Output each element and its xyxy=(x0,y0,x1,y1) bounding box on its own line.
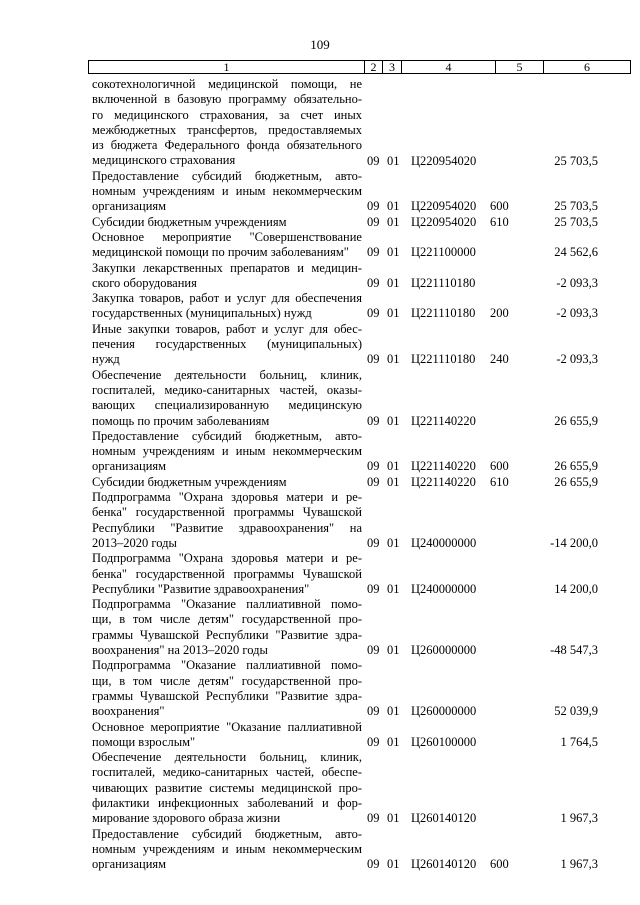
amount-value: 1 967,3 xyxy=(560,811,598,826)
section-code: 09 xyxy=(367,704,380,719)
table-row xyxy=(0,77,640,169)
description-line: чивающих развитие системы медицинской про- xyxy=(92,780,362,795)
description-line: организациям xyxy=(92,199,167,214)
description-line: Обеспечение деятельности больниц, клиник, xyxy=(92,750,362,765)
description-line: Предоставление субсидий бюджетным, авто- xyxy=(92,428,362,443)
description-line: Подпрограмма "Оказание паллиативной помо- xyxy=(92,597,362,612)
description-line: бенка" государственной программы Чувашской xyxy=(92,505,362,520)
table-row xyxy=(0,291,640,322)
row-description xyxy=(92,291,362,322)
expense-type-code: 600 xyxy=(490,857,509,872)
table-row xyxy=(0,368,640,429)
expense-type-code: 600 xyxy=(490,199,509,214)
description-line: щи, в том числе детям" государственной про- xyxy=(92,612,362,627)
expense-type-code: 240 xyxy=(490,352,509,367)
description-line: номным учреждениям и иным некоммерческим xyxy=(92,184,362,199)
amount-value: 24 562,6 xyxy=(554,245,598,260)
subsection-code: 01 xyxy=(387,734,400,749)
table-row xyxy=(0,597,640,658)
description-line: печения государственных (муниципальных) xyxy=(92,337,362,352)
target-item-code: Ц221140220 xyxy=(411,474,476,489)
amount-value: 1 967,3 xyxy=(560,857,598,872)
target-item-code: Ц220954020 xyxy=(411,199,477,214)
description-line: Республики "Развитие здравоохранения" xyxy=(92,581,310,596)
header-col-5: 5 xyxy=(496,61,544,74)
target-item-code: Ц240000000 xyxy=(411,581,477,596)
row-description xyxy=(92,429,362,475)
expense-type-code: 600 xyxy=(490,459,509,474)
description-line: граммы Чувашской Республики "Развитие здра- xyxy=(92,688,362,703)
table-row xyxy=(0,750,640,827)
subsection-code: 01 xyxy=(387,581,400,596)
description-line: организациям xyxy=(92,857,167,872)
amount-value: -2 093,3 xyxy=(556,275,598,290)
amount-value: -2 093,3 xyxy=(556,306,598,321)
table-row xyxy=(0,551,640,597)
section-code: 09 xyxy=(367,245,380,260)
description-line: вающих специализированную медицинскую xyxy=(92,398,362,413)
section-code: 09 xyxy=(367,643,380,658)
section-code: 09 xyxy=(367,352,380,367)
description-line: Закупка товаров, работ и услуг для обеспечения xyxy=(92,291,362,306)
description-line: го медицинского страхования, за счет иных xyxy=(92,107,362,122)
description-line: Предоставление субсидий бюджетным, авто- xyxy=(92,168,362,183)
description-line: медицинской помощи по прочим заболеваниям" xyxy=(92,245,349,260)
description-line: Закупки лекарственных препаратов и медицин- xyxy=(92,260,362,275)
subsection-code: 01 xyxy=(387,459,400,474)
header-col-6: 6 xyxy=(544,61,631,74)
table-row xyxy=(0,720,640,751)
table-row xyxy=(0,429,640,475)
description-line: Подпрограмма "Охрана здоровья матери и ре- xyxy=(92,490,362,505)
amount-value: -48 547,3 xyxy=(550,643,598,658)
section-code: 09 xyxy=(367,857,380,872)
target-item-code: Ц221110180 xyxy=(411,306,476,321)
subsection-code: 01 xyxy=(387,413,400,428)
description-line: сокотехнологичной медицинской помощи, не xyxy=(92,77,362,91)
row-description xyxy=(92,215,362,230)
description-line: граммы Чувашской Республики "Развитие здра- xyxy=(92,627,362,642)
subsection-code: 01 xyxy=(387,474,400,489)
header-col-2: 2 xyxy=(365,61,383,74)
amount-value: 25 703,5 xyxy=(554,153,598,168)
row-description xyxy=(92,230,362,261)
target-item-code: Ц240000000 xyxy=(411,535,477,550)
description-line: номным учреждениям и иным некоммерческим xyxy=(92,444,362,459)
section-code: 09 xyxy=(367,581,380,596)
description-line: воохранения" на 2013–2020 годы xyxy=(92,643,268,658)
target-item-code: Ц221140220 xyxy=(411,413,476,428)
page-number: 109 xyxy=(310,37,330,52)
description-line: Основное мероприятие "Совершенствование xyxy=(92,230,362,244)
table-row xyxy=(0,827,640,873)
description-line: Основное мероприятие "Оказание паллиативной xyxy=(92,719,362,734)
amount-value: 26 655,9 xyxy=(554,413,598,428)
section-code: 09 xyxy=(367,734,380,749)
section-code: 09 xyxy=(367,413,380,428)
target-item-code: Ц221100000 xyxy=(411,245,476,260)
target-item-code: Ц221110180 xyxy=(411,352,476,367)
section-code: 09 xyxy=(367,199,380,214)
description-line: включенной в базовую программу обязательно- xyxy=(92,92,362,107)
description-line: Субсидии бюджетным учреждениям xyxy=(92,214,287,229)
subsection-code: 01 xyxy=(387,811,400,826)
row-description xyxy=(92,77,362,169)
description-line: из бюджета Федерального фонда обязательного xyxy=(92,138,362,153)
description-line: госпиталей, медико-санитарных частей, обеспе- xyxy=(92,765,362,780)
table-row xyxy=(0,490,640,551)
amount-value: 52 039,9 xyxy=(554,704,598,719)
table-row xyxy=(0,322,640,368)
description-line: госпиталей, медико-санитарных частей, оказы- xyxy=(92,382,362,397)
expense-type-code: 610 xyxy=(490,214,509,229)
subsection-code: 01 xyxy=(387,643,400,658)
section-code: 09 xyxy=(367,535,380,550)
row-description xyxy=(92,597,362,658)
section-code: 09 xyxy=(367,306,380,321)
target-item-code: Ц220954020 xyxy=(411,214,477,229)
description-line: государственных (муниципальных) нужд xyxy=(92,306,312,321)
target-item-code: Ц260140120 xyxy=(411,857,477,872)
amount-value: 26 655,9 xyxy=(554,474,598,489)
row-description xyxy=(92,169,362,215)
subsection-code: 01 xyxy=(387,857,400,872)
row-description xyxy=(92,720,362,751)
target-item-code: Ц260000000 xyxy=(411,704,477,719)
expense-type-code: 200 xyxy=(490,306,509,321)
description-line: организациям xyxy=(92,459,167,474)
section-code: 09 xyxy=(367,275,380,290)
description-line: щи, в том числе детям" государственной про- xyxy=(92,673,362,688)
row-description xyxy=(92,475,362,490)
description-line: Субсидии бюджетным учреждениям xyxy=(92,474,287,489)
description-line: Предоставление субсидий бюджетным, авто- xyxy=(92,826,362,841)
row-description xyxy=(92,551,362,597)
target-item-code: Ц221140220 xyxy=(411,459,476,474)
description-line: помощь по прочим заболеваниям xyxy=(92,413,270,428)
header-col-1: 1 xyxy=(89,61,365,74)
target-item-code: Ц221110180 xyxy=(411,275,476,290)
table-row xyxy=(0,215,640,230)
target-item-code: Ц260140120 xyxy=(411,811,477,826)
description-line: Республики "Развитие здравоохранения" на xyxy=(92,520,362,535)
table-row xyxy=(0,261,640,292)
amount-value: 1 764,5 xyxy=(560,734,598,749)
table-row xyxy=(0,230,640,261)
description-line: мирование здорового образа жизни xyxy=(92,811,281,826)
header-col-3: 3 xyxy=(383,61,402,74)
section-code: 09 xyxy=(367,459,380,474)
subsection-code: 01 xyxy=(387,153,400,168)
section-code: 09 xyxy=(367,153,380,168)
subsection-code: 01 xyxy=(387,306,400,321)
description-line: филактики инфекционных заболеваний и фор- xyxy=(92,796,362,811)
row-description xyxy=(92,750,362,826)
row-description xyxy=(92,658,362,719)
section-code: 09 xyxy=(367,811,380,826)
subsection-code: 01 xyxy=(387,704,400,719)
description-line: Подпрограмма "Охрана здоровья матери и ре- xyxy=(92,551,362,566)
description-line: межбюджетных трансфертов, предоставляемых xyxy=(92,122,362,137)
row-description xyxy=(92,827,362,873)
section-code: 09 xyxy=(367,214,380,229)
amount-value: 26 655,9 xyxy=(554,459,598,474)
description-line: Подпрограмма "Оказание паллиативной помо- xyxy=(92,658,362,673)
row-description xyxy=(92,368,362,429)
subsection-code: 01 xyxy=(387,214,400,229)
row-description xyxy=(92,322,362,368)
description-line: бенка" государственной программы Чувашской xyxy=(92,566,362,581)
target-item-code: Ц260000000 xyxy=(411,643,477,658)
description-line: Обеспечение деятельности больниц, клиник, xyxy=(92,367,362,382)
table-row xyxy=(0,169,640,215)
subsection-code: 01 xyxy=(387,535,400,550)
description-line: 2013–2020 годы xyxy=(92,535,177,550)
description-line: номным учреждениям и иным некоммерческим xyxy=(92,841,362,856)
target-item-code: Ц260100000 xyxy=(411,734,477,749)
description-line: нужд xyxy=(92,352,120,367)
table-row xyxy=(0,658,640,719)
row-description xyxy=(92,261,362,292)
header-row xyxy=(89,61,631,74)
table-row xyxy=(0,475,640,490)
description-line: ского оборудования xyxy=(92,275,197,290)
amount-value: 14 200,0 xyxy=(554,581,598,596)
header-col-4: 4 xyxy=(402,61,496,74)
subsection-code: 01 xyxy=(387,352,400,367)
expense-type-code: 610 xyxy=(490,474,509,489)
table-header xyxy=(88,60,631,74)
row-description xyxy=(92,490,362,551)
subsection-code: 01 xyxy=(387,275,400,290)
section-code: 09 xyxy=(367,474,380,489)
description-line: Иные закупки товаров, работ и услуг для обес- xyxy=(92,321,362,336)
description-line: медицинского страхования xyxy=(92,153,236,168)
subsection-code: 01 xyxy=(387,245,400,260)
amount-value: -2 093,3 xyxy=(556,352,598,367)
amount-value: 25 703,5 xyxy=(554,199,598,214)
amount-value: -14 200,0 xyxy=(550,535,598,550)
target-item-code: Ц220954020 xyxy=(411,153,477,168)
subsection-code: 01 xyxy=(387,199,400,214)
amount-value: 25 703,5 xyxy=(554,214,598,229)
description-line: помощи взрослым" xyxy=(92,734,196,749)
description-line: воохранения" xyxy=(92,704,165,719)
